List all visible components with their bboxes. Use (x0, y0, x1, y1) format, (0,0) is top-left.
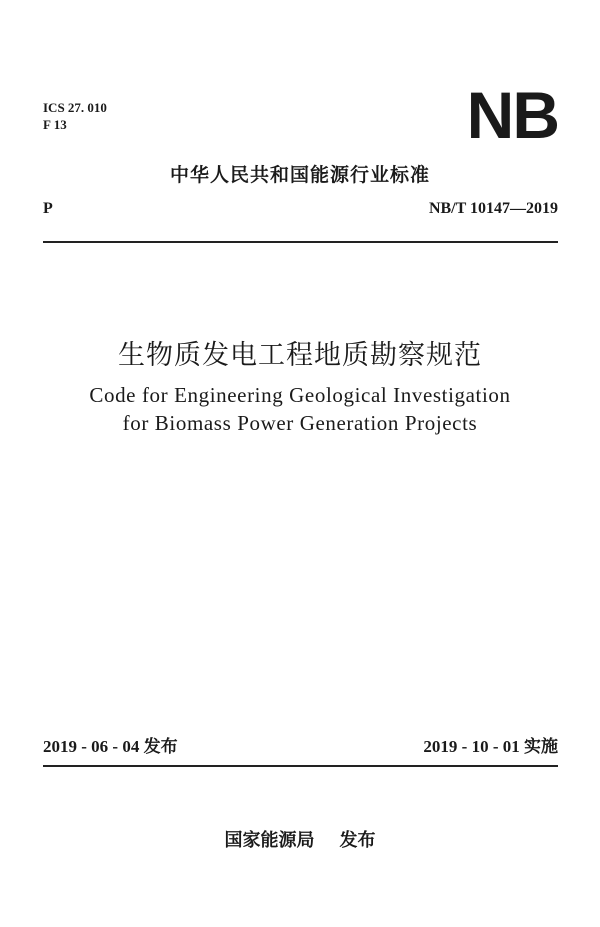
issue-date-block (43, 732, 178, 757)
title-english-line-2: for Biomass Power Generation Projects (122, 411, 478, 435)
ics-block (43, 99, 107, 133)
issue-label: 发布 (143, 737, 178, 757)
implement-date: 2019 - 10 - 01 (423, 737, 520, 756)
implement-date-block (423, 732, 558, 757)
title-english (0, 381, 600, 437)
issue-date: 2019 - 06 - 04 (43, 737, 140, 756)
implement-label: 实施 (524, 737, 558, 757)
ccs-code: F 13 (43, 117, 67, 132)
nb-logo: NB (466, 78, 558, 152)
publisher-block (0, 826, 600, 852)
publisher-name: 国家能源局 (224, 830, 315, 851)
industry-standard-heading: 中华人民共和国能源行业标准 (169, 164, 430, 186)
ics-code: ICS 27. 010 (43, 100, 107, 115)
title-chinese: 生物质发电工程地质勘察规范 (118, 340, 482, 371)
title-english-line-1: Code for Engineering Geological Investigation (89, 383, 511, 407)
top-divider (43, 241, 558, 243)
publisher-action: 发布 (339, 830, 376, 851)
standard-number: NB/T 10147—2019 (428, 200, 558, 217)
classification-code: P (43, 200, 53, 217)
bottom-divider (43, 765, 558, 767)
